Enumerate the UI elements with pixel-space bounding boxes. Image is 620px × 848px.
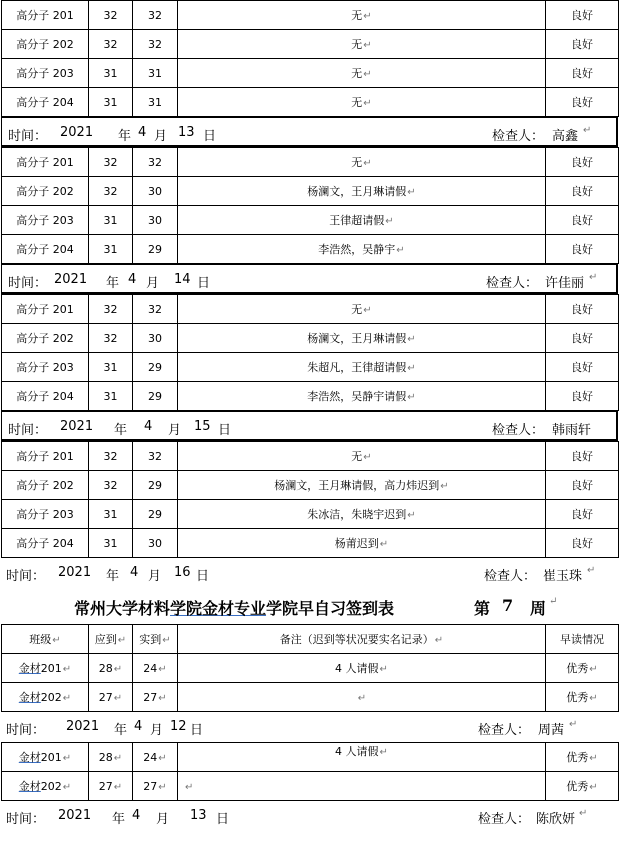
reading-cell: [546, 772, 619, 801]
return-mark-icon: ↵: [385, 216, 394, 227]
day-unit: 日: [203, 129, 217, 144]
actual-count-cell: 30: [133, 324, 178, 353]
return-mark-icon: ↵: [363, 98, 372, 109]
return-mark-icon: ↵: [396, 245, 405, 256]
note-cell: [178, 743, 546, 772]
return-mark-icon: ↵: [162, 635, 171, 646]
note-text: 杨澜文，王月琳请假: [307, 332, 407, 345]
due-count-cell: 31: [89, 529, 133, 558]
actual-count-cell: 31: [133, 88, 178, 117]
month-value: 4: [132, 808, 141, 823]
year-unit: 年: [114, 723, 128, 738]
title-part-a: 常州大学材料: [74, 599, 171, 618]
return-mark-icon: ↵: [363, 452, 372, 463]
return-mark-icon: ↵: [583, 125, 592, 136]
date-checker-line: [1, 411, 618, 441]
checker-name: 崔玉珠: [543, 569, 583, 584]
return-mark-icon: ↵: [52, 635, 61, 646]
return-mark-icon: ↵: [357, 692, 367, 704]
note-cell: [178, 353, 546, 382]
return-mark-icon: ↵: [363, 158, 372, 169]
return-mark-icon: ↵: [587, 565, 596, 576]
month-value: 4: [138, 125, 147, 140]
return-mark-icon: ↵: [407, 363, 416, 374]
class-name: 金材: [18, 662, 41, 675]
class-cell: 高分子 202: [2, 471, 89, 500]
table-row: [2, 471, 619, 500]
checker-label: 检查人：: [484, 569, 537, 584]
note-cell: [178, 529, 546, 558]
table-row: [2, 529, 619, 558]
header-actual: [133, 625, 178, 654]
note-cell: [178, 324, 546, 353]
actual-count-cell: [133, 743, 178, 772]
actual-count-cell: 31: [133, 59, 178, 88]
reading-cell: 良好: [546, 353, 619, 382]
date-checker-line: [0, 558, 620, 588]
due-count-cell: 32: [89, 148, 133, 177]
return-mark-icon: ↵: [589, 272, 598, 283]
year-unit: 年: [112, 812, 126, 827]
checker-name: 高鑫: [552, 129, 579, 144]
return-mark-icon: ↵: [363, 69, 372, 80]
note-text: 李浩然，吴静宇请假: [307, 390, 407, 403]
class-cell: 高分子 203: [2, 59, 89, 88]
reading-cell: 良好: [546, 88, 619, 117]
note-text: 无: [351, 38, 363, 51]
attendance-table-5: [1, 624, 619, 712]
day-unit: 日: [218, 423, 232, 438]
due-count: 27: [98, 690, 113, 704]
class-cell: 高分子 204: [2, 382, 89, 411]
reading-cell: [546, 654, 619, 683]
note-cell: [178, 30, 546, 59]
month-value: 4: [144, 419, 153, 434]
note-cell: [178, 683, 546, 712]
return-mark-icon: ↵: [407, 334, 416, 345]
return-mark-icon: ↵: [363, 11, 372, 22]
note-text: 4 人请假: [335, 662, 379, 675]
reading-value: 优秀: [566, 751, 589, 764]
title-part-b: 学院早自习签到表: [266, 599, 395, 618]
note-text: 杨莆迟到: [334, 537, 379, 550]
return-mark-icon: ↵: [589, 753, 598, 764]
time-label: 时间：: [6, 812, 46, 827]
month-unit: 月: [154, 129, 168, 144]
class-cell: 高分子 203: [2, 206, 89, 235]
year-value: 2021: [60, 419, 94, 434]
attendance-table-3: [1, 294, 619, 411]
actual-count-cell: 30: [133, 177, 178, 206]
note-text: 李浩然，吴静宇: [318, 243, 396, 256]
reading-value: 优秀: [566, 662, 589, 675]
return-mark-icon: ↵: [379, 664, 388, 675]
reading-cell: 良好: [546, 59, 619, 88]
reading-cell: 良好: [546, 206, 619, 235]
year-unit: 年: [118, 129, 132, 144]
note-cell: [178, 382, 546, 411]
year-unit: 年: [106, 569, 120, 584]
reading-cell: 良好: [546, 148, 619, 177]
class-cell: 高分子 202: [2, 324, 89, 353]
note-text: 无: [351, 450, 363, 463]
return-mark-icon: ↵: [62, 782, 72, 793]
table-row: [2, 177, 619, 206]
note-text: 王律超请假: [329, 214, 385, 227]
due-count-cell: 31: [89, 382, 133, 411]
table-row: [2, 295, 619, 324]
class-cell: 高分子 203: [2, 500, 89, 529]
due-count-cell: [89, 772, 133, 801]
class-cell: 高分子 204: [2, 88, 89, 117]
checker-label: 检查人：: [478, 723, 531, 738]
note-cell: [178, 235, 546, 264]
return-mark-icon: ↵: [158, 692, 167, 704]
return-mark-icon: ↵: [62, 664, 72, 675]
actual-count-cell: 32: [133, 30, 178, 59]
note-text: 无: [351, 303, 363, 316]
actual-count: 27: [143, 779, 158, 793]
class-cell: [2, 654, 89, 683]
due-count-cell: 31: [89, 235, 133, 264]
due-count-cell: 32: [89, 324, 133, 353]
month-unit: 月: [168, 423, 182, 438]
attendance-table-6: [1, 742, 619, 801]
month-unit: 月: [148, 569, 162, 584]
day-value: 13: [178, 125, 195, 140]
table-header-row: [2, 625, 619, 654]
checker-name: 陈欣妍: [536, 812, 576, 827]
checker-label: 检查人：: [486, 276, 539, 291]
return-mark-icon: ↵: [185, 781, 194, 793]
class-cell: 高分子 201: [2, 442, 89, 471]
reading-cell: 良好: [546, 471, 619, 500]
table-row: [2, 500, 619, 529]
month-unit: 月: [146, 276, 160, 291]
note-text: 无: [351, 156, 363, 169]
time-label: 时间：: [6, 569, 46, 584]
checker-label: 检查人：: [492, 129, 545, 144]
reading-cell: 良好: [546, 235, 619, 264]
attendance-table-4: [1, 441, 619, 558]
note-text: 杨澜文，王月琳请假，高力炜迟到: [274, 479, 440, 492]
due-count-cell: [89, 683, 133, 712]
year-value: 2021: [58, 565, 92, 580]
time-label: 时间：: [6, 723, 46, 738]
year-value: 2021: [60, 125, 94, 140]
header-class: [2, 625, 89, 654]
year-value: 2021: [66, 719, 100, 734]
class-number: 201: [40, 751, 62, 764]
actual-count-cell: [133, 772, 178, 801]
week-label: 第: [474, 599, 491, 618]
week-number: 7: [502, 596, 514, 615]
class-number: 201: [40, 662, 62, 675]
checker-label: 检查人：: [492, 423, 545, 438]
return-mark-icon: ↵: [379, 539, 389, 550]
note-text: 朱冰洁，朱晓宇迟到: [307, 508, 407, 521]
table-row: [2, 382, 619, 411]
reading-value: 优秀: [566, 780, 589, 793]
table-row: [2, 683, 619, 712]
table-row: [2, 353, 619, 382]
note-cell: [178, 442, 546, 471]
due-count: 28: [98, 750, 113, 764]
table-row: [2, 442, 619, 471]
note-cell: [178, 654, 546, 683]
week-unit: 周: [530, 599, 547, 618]
note-text: 无: [351, 67, 363, 80]
return-mark-icon: ↵: [62, 753, 72, 764]
checker-label: 检查人：: [478, 812, 531, 827]
table-row: [2, 324, 619, 353]
day-unit: 日: [197, 276, 211, 291]
class-cell: 高分子 203: [2, 353, 89, 382]
note-cell: [178, 772, 546, 801]
actual-count-cell: 32: [133, 442, 178, 471]
note-cell: [178, 59, 546, 88]
date-checker-line: [1, 264, 618, 294]
day-unit: 日: [216, 812, 230, 827]
return-mark-icon: ↵: [62, 693, 72, 704]
header-due-label: 应到: [94, 633, 117, 646]
reading-cell: 良好: [546, 1, 619, 30]
note-cell: [178, 471, 546, 500]
return-mark-icon: ↵: [434, 635, 444, 646]
month-value: 4: [130, 565, 139, 580]
table-row: [2, 743, 619, 772]
return-mark-icon: ↵: [363, 40, 372, 51]
actual-count-cell: 29: [133, 471, 178, 500]
table-row: [2, 235, 619, 264]
reading-value: 优秀: [566, 691, 589, 704]
reading-cell: 良好: [546, 382, 619, 411]
due-count-cell: 31: [89, 206, 133, 235]
reading-cell: 良好: [546, 30, 619, 59]
reading-cell: [546, 743, 619, 772]
header-note-label: 备注（迟到等状况要实名记录）: [279, 633, 434, 646]
reading-cell: 良好: [546, 177, 619, 206]
actual-count-cell: 29: [133, 353, 178, 382]
class-cell: 高分子 201: [2, 148, 89, 177]
return-mark-icon: ↵: [158, 781, 167, 793]
return-mark-icon: ↵: [113, 692, 123, 704]
sheet-title: [0, 588, 620, 624]
table-row: [2, 206, 619, 235]
month-unit: 月: [156, 812, 170, 827]
note-text: 无: [351, 9, 363, 22]
return-mark-icon: ↵: [569, 719, 578, 730]
class-number: 202: [40, 691, 62, 704]
actual-count-cell: 29: [133, 235, 178, 264]
header-actual-label: 实到: [139, 633, 162, 646]
title-text: [74, 596, 394, 619]
return-mark-icon: ↵: [117, 635, 127, 646]
day-value: 14: [174, 272, 191, 287]
note-text: 朱超凡，王律超请假: [307, 361, 407, 374]
actual-count-cell: 32: [133, 295, 178, 324]
note-text: 杨澜文，王月琳请假: [307, 185, 407, 198]
class-cell: 高分子 201: [2, 1, 89, 30]
checker-name: 周茜: [538, 723, 565, 738]
reading-cell: 良好: [546, 529, 619, 558]
month-value: 4: [134, 719, 143, 734]
note-cell: [178, 206, 546, 235]
reading-cell: [546, 683, 619, 712]
return-mark-icon: ↵: [589, 664, 598, 675]
day-value: 15: [194, 419, 211, 434]
header-reading: 早读情况: [546, 625, 619, 654]
actual-count: 24: [143, 661, 158, 675]
note-cell: [178, 500, 546, 529]
due-count-cell: 32: [89, 471, 133, 500]
date-checker-line: [0, 801, 620, 831]
header-note: [178, 625, 546, 654]
year-unit: 年: [114, 423, 128, 438]
return-mark-icon: ↵: [158, 663, 167, 675]
due-count-cell: 32: [89, 30, 133, 59]
month-value: 4: [128, 272, 137, 287]
note-cell: [178, 1, 546, 30]
year-value: 2021: [54, 272, 88, 287]
actual-count-cell: 32: [133, 1, 178, 30]
class-name: 金材: [18, 751, 41, 764]
actual-count: 27: [143, 690, 158, 704]
class-cell: 高分子 202: [2, 177, 89, 206]
reading-cell: 良好: [546, 324, 619, 353]
return-mark-icon: ↵: [589, 782, 598, 793]
due-count-cell: [89, 654, 133, 683]
reading-cell: 良好: [546, 442, 619, 471]
year-value: 2021: [58, 808, 92, 823]
actual-count-cell: 32: [133, 148, 178, 177]
due-count-cell: 32: [89, 177, 133, 206]
class-number: 202: [40, 780, 62, 793]
table-row: [2, 148, 619, 177]
due-count-cell: 32: [89, 442, 133, 471]
return-mark-icon: ↵: [407, 392, 416, 403]
return-mark-icon: ↵: [407, 187, 416, 198]
actual-count-cell: [133, 654, 178, 683]
reading-cell: 良好: [546, 500, 619, 529]
note-text: 4 人请假: [335, 745, 379, 758]
day-value: 16: [174, 565, 191, 580]
return-mark-icon: ↵: [158, 752, 167, 764]
table-row: [2, 772, 619, 801]
return-mark-icon: ↵: [379, 747, 388, 758]
day-value: 12: [170, 719, 187, 734]
return-mark-icon: ↵: [579, 808, 588, 819]
return-mark-icon: ↵: [407, 510, 416, 521]
note-cell: [178, 88, 546, 117]
actual-count-cell: 30: [133, 206, 178, 235]
table-row: [2, 30, 619, 59]
due-count-cell: [89, 743, 133, 772]
due-count-cell: 32: [89, 1, 133, 30]
table-row: [2, 654, 619, 683]
checker-name: 韩雨轩: [552, 423, 592, 438]
due-count: 28: [98, 661, 113, 675]
table-row: [2, 1, 619, 30]
title-part-underlined: 学院金材专业: [170, 599, 267, 618]
table-row: [2, 88, 619, 117]
class-cell: [2, 743, 89, 772]
attendance-table-2: [1, 147, 619, 264]
return-mark-icon: ↵: [440, 481, 449, 492]
actual-count: 24: [143, 750, 158, 764]
class-cell: [2, 683, 89, 712]
due-count-cell: 32: [89, 295, 133, 324]
due-count-cell: 31: [89, 500, 133, 529]
table-row: [2, 59, 619, 88]
return-mark-icon: ↵: [113, 781, 123, 793]
return-mark-icon: ↵: [113, 752, 123, 764]
actual-count-cell: [133, 683, 178, 712]
header-due: [89, 625, 133, 654]
checker-name: 许佳丽: [545, 276, 585, 291]
class-cell: 高分子 201: [2, 295, 89, 324]
return-mark-icon: ↵: [589, 693, 598, 704]
due-count: 27: [98, 779, 113, 793]
actual-count-cell: 30: [133, 529, 178, 558]
date-checker-line: [1, 117, 618, 147]
day-unit: 日: [196, 569, 210, 584]
class-cell: [2, 772, 89, 801]
attendance-table-1: [1, 0, 619, 117]
reading-cell: 良好: [546, 295, 619, 324]
return-mark-icon: ↵: [363, 305, 372, 316]
note-cell: [178, 177, 546, 206]
class-name: 金材: [18, 780, 41, 793]
actual-count-cell: 29: [133, 500, 178, 529]
due-count-cell: 31: [89, 88, 133, 117]
actual-count-cell: 29: [133, 382, 178, 411]
due-count-cell: 31: [89, 59, 133, 88]
day-value: 13: [190, 808, 207, 823]
class-cell: 高分子 202: [2, 30, 89, 59]
class-cell: 高分子 204: [2, 529, 89, 558]
note-cell: [178, 295, 546, 324]
time-label: 时间：: [8, 129, 48, 144]
class-name: 金材: [18, 691, 41, 704]
day-unit: 日: [190, 723, 204, 738]
return-mark-icon: ↵: [549, 596, 558, 607]
time-label: 时间：: [8, 276, 48, 291]
note-cell: [178, 148, 546, 177]
header-class-label: 班级: [29, 633, 52, 646]
due-count-cell: 31: [89, 353, 133, 382]
date-checker-line: [0, 712, 620, 742]
month-unit: 月: [150, 723, 164, 738]
year-unit: 年: [106, 276, 120, 291]
class-cell: 高分子 204: [2, 235, 89, 264]
note-text: 无: [351, 96, 363, 109]
time-label: 时间：: [8, 423, 48, 438]
return-mark-icon: ↵: [113, 663, 123, 675]
